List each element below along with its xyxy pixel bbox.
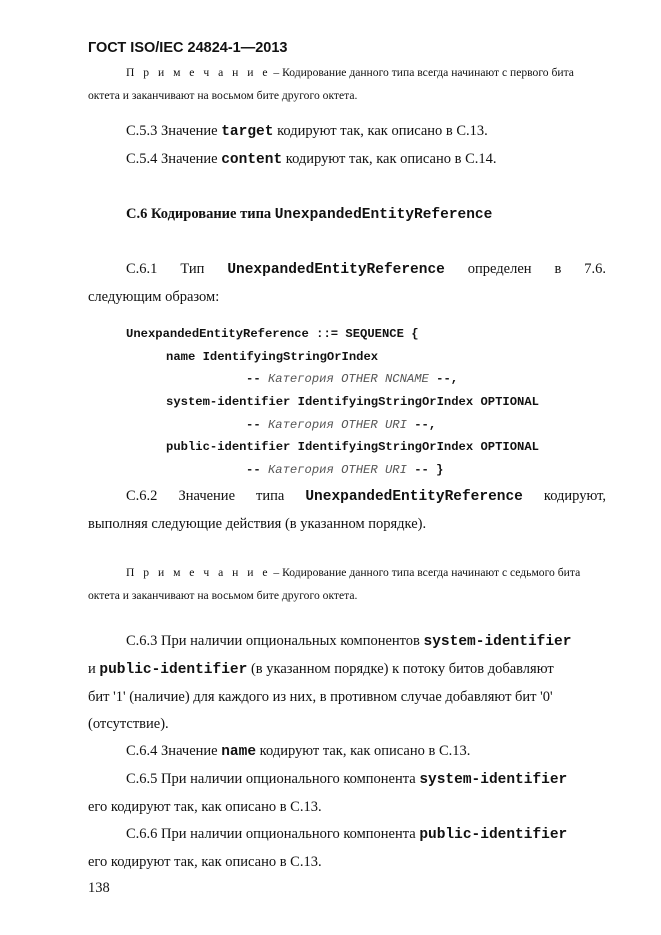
paragraph-c63-line-1 <box>126 633 571 650</box>
code-line-6: public-identifier IdentifyingStringOrIndex OPTIONAL <box>166 440 539 454</box>
note-2-text: – Кодирование данного типа всегда начинают с седьмого бита <box>270 566 581 579</box>
code-comment-start: -- <box>246 418 268 432</box>
paragraph-c66-line-1 <box>126 826 567 843</box>
c64-code: name <box>221 744 257 760</box>
paragraph-c54 <box>126 151 497 168</box>
code-comment-start: -- <box>246 372 268 386</box>
c63-code-2: public-identifier <box>99 662 248 678</box>
page-number: 138 <box>88 880 110 896</box>
code-comment-text: Категория OTHER URI <box>267 418 407 432</box>
note-1-label: П р и м е ч а н и е <box>126 66 271 79</box>
c63-word: и <box>88 661 100 677</box>
code-comment-text: Категория OTHER URI <box>267 463 407 477</box>
note-1-line-1 <box>126 66 606 79</box>
paragraph-c61-line-1 <box>126 261 606 278</box>
paragraph-c62-line-1 <box>126 488 606 505</box>
note-2-label: П р и м е ч а н и е <box>126 566 271 579</box>
c6-code: UnexpandedEntityReference <box>274 207 493 223</box>
code-line-4: system-identifier IdentifyingStringOrIndex OPTIONAL <box>166 395 539 409</box>
c62-word: кодируют, <box>543 488 607 504</box>
c61-number: С.6.1 <box>126 261 158 277</box>
c66-code: public-identifier <box>419 827 568 843</box>
code-line-3 <box>246 372 458 386</box>
paragraph-c62-line-2: выполняя следующие действия (в указанном порядке). <box>88 516 427 532</box>
note-2-line-1 <box>126 566 606 579</box>
c64-prefix: С.6.4 Значение <box>126 743 222 759</box>
c61-word: Тип <box>180 261 205 277</box>
c63-prefix: С.6.3 При наличии опциональных компонентов <box>126 633 424 649</box>
document-header: ГОСТ ISO/IEC 24824-1—2013 <box>88 40 288 56</box>
code-line-1: UnexpandedEntityReference ::= SEQUENCE { <box>126 327 419 341</box>
c6-prefix: С.6 Кодирование типа <box>126 206 275 222</box>
c65-prefix: С.6.5 При наличии опционального компонента <box>126 771 420 787</box>
c61-code: UnexpandedEntityReference <box>227 262 445 278</box>
paragraph-c65-line-1 <box>126 771 567 788</box>
c61-word: в <box>554 261 562 277</box>
code-line-5 <box>246 418 436 432</box>
paragraph-c63-line-4: (отсутствие). <box>88 716 169 732</box>
c54-suffix: кодируют так, как описано в С.14. <box>282 151 497 167</box>
code-comment-end: --, <box>406 418 437 432</box>
c62-number: С.6.2 <box>126 488 158 504</box>
section-heading-c6 <box>126 206 492 223</box>
c53-suffix: кодируют так, как описано в С.13. <box>273 123 488 139</box>
c61-word: определен <box>467 261 532 277</box>
code-comment-end: --, <box>428 372 459 386</box>
c61-word: 7.6. <box>584 261 607 277</box>
c62-word: Значение <box>178 488 236 504</box>
c62-code: UnexpandedEntityReference <box>305 489 523 505</box>
c66-prefix: С.6.6 При наличии опционального компонента <box>126 826 420 842</box>
paragraph-c64 <box>126 743 470 760</box>
c65-code: system-identifier <box>419 772 568 788</box>
c63-code-1: system-identifier <box>423 634 572 650</box>
c53-code: target <box>221 124 274 140</box>
note-1-text: – Кодирование данного типа всегда начинают с первого бита <box>270 66 574 79</box>
paragraph-c66-line-2: его кодируют так, как описано в С.13. <box>88 854 322 870</box>
c62-word: типа <box>256 488 285 504</box>
code-line-2: name IdentifyingStringOrIndex <box>166 350 379 364</box>
code-line-7 <box>246 463 444 477</box>
note-1-line-2: октета и заканчивают на восьмом бите другого октета. <box>88 89 358 102</box>
paragraph-c65-line-2: его кодируют так, как описано в С.13. <box>88 799 322 815</box>
code-comment-end: -- } <box>406 463 444 477</box>
paragraph-c53 <box>126 123 488 140</box>
paragraph-c63-line-3: бит '1' (наличие) для каждого из них, в противном случае добавляют бит '0' <box>88 689 553 705</box>
code-comment-text: Категория OTHER NCNAME <box>267 372 429 386</box>
note-2-line-2: октета и заканчивают на восьмом бите другого октета. <box>88 589 358 602</box>
c64-suffix: кодируют так, как описано в С.13. <box>256 743 471 759</box>
code-comment-start: -- <box>246 463 268 477</box>
c53-prefix: С.5.3 Значение <box>126 123 222 139</box>
paragraph-c61-line-2: следующим образом: <box>88 289 220 305</box>
c54-prefix: С.5.4 Значение <box>126 151 222 167</box>
paragraph-c63-line-2 <box>88 661 554 678</box>
c54-code: content <box>221 152 283 168</box>
c63-rest: (в указанном порядке) к потоку битов добавляют <box>247 661 554 677</box>
